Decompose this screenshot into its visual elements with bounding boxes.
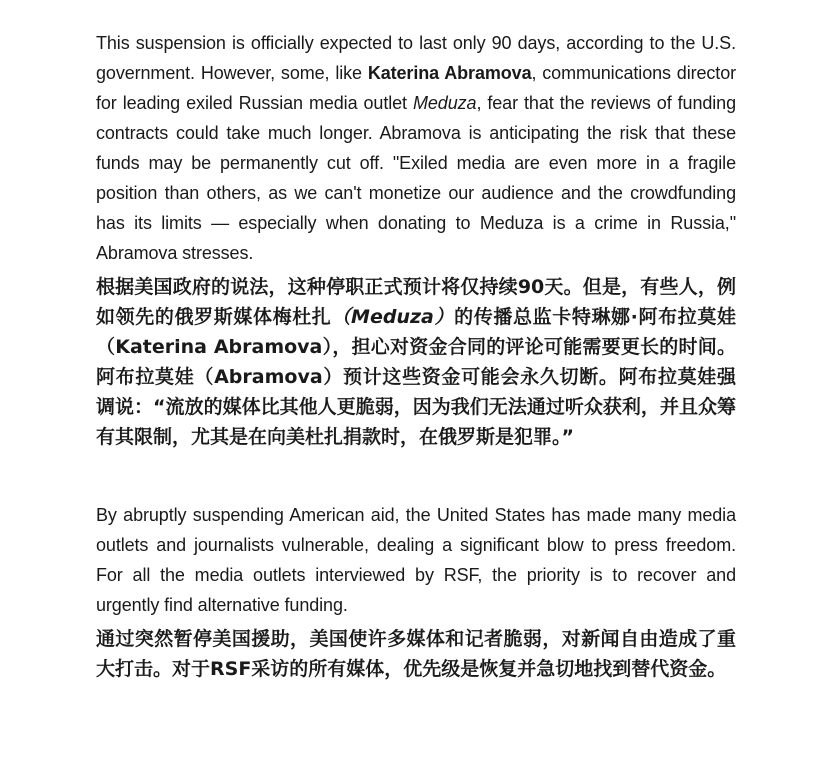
outlet-name-chinese: （Meduza） xyxy=(331,306,455,328)
paragraph-english-1-text-b: , communications director for leading exiled Russian media outlet xyxy=(96,63,737,113)
paragraph-english-2: By abruptly suspending American aid, the United States has made many media outlets and journalists vulnerable, dealing a significant blow to press freedom. For all the media outlets interviewed by RSF, the priority is to recover and urgently find alternative funding. xyxy=(96,505,736,615)
article-body xyxy=(96,28,736,684)
outlet-name: Meduza xyxy=(413,93,477,113)
paragraph-english-1 xyxy=(96,28,736,268)
paragraph-chinese-1-text-b: 的传播总监卡特琳娜·阿布拉莫娃（Katerina Abramova），担心对资金合同的评论可能需要更长的时间。阿布拉莫娃（Abramova）预计这些资金可能会永久切断。阿布拉莫娃强调说：“流放的媒体比其他人更脆弱，因为我们无法通过听众获利，并且众筹有其限制，尤其是在向美杜扎捐款时，在俄罗斯是犯罪。” xyxy=(96,306,736,448)
paragraph-chinese-1-text-a: 根据美国政府的说法，这种停职正式预计将仅持续90天。但是，有些人，例如领先的俄罗斯媒体梅杜扎 xyxy=(96,276,736,328)
paragraph-chinese-2: 通过突然暂停美国援助，美国使许多媒体和记者脆弱，对新闻自由造成了重大打击。对于RSF采访的所有媒体，优先级是恢复并急切地找到替代资金。 xyxy=(96,628,736,680)
paragraph-gap xyxy=(96,452,736,500)
person-name: Katerina Abramova xyxy=(367,63,532,83)
paragraph-chinese-1 xyxy=(96,272,736,452)
paragraph-english-1-text-c: , fear that the reviews of funding contracts could take much longer. Abramova is anticipating the risk that these funds may be permanently cut off. "Exiled media are even more in a fragile position than others, as we can't monetize our audience and the crowdfunding has its limits — especially when donating to Meduza is a crime in Russia," Abramova stresses. xyxy=(96,93,736,263)
paragraph-english-1-text-a: This suspension is officially expected to last only 90 days, according to the U.S. government. However, some, like xyxy=(96,33,736,83)
